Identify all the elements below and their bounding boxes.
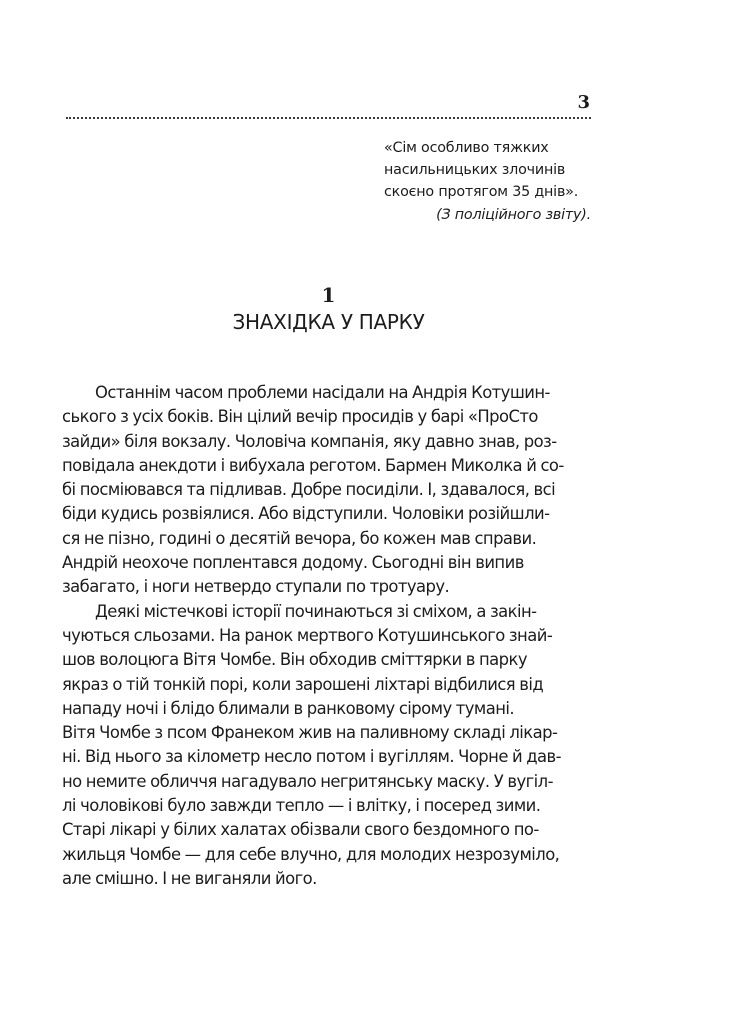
text-line: Деякі містечкові історії починаються зі сміхом, а закін- xyxy=(95,601,537,621)
header-dotted-rule xyxy=(66,117,591,119)
epigraph-source: (З поліційного звіту). xyxy=(436,207,591,223)
paragraph-2 xyxy=(62,600,602,892)
text-line: забагато, і ноги нетвердо ступали по тротуару. xyxy=(62,577,450,597)
text-line: біди кудись розвіялися. Або відступили. Чоловіки розійшли- xyxy=(62,504,550,524)
text-line: бі посміювався та підливав. Добре посиділи. І, здавалося, всі xyxy=(62,480,556,500)
chapter-title: ЗНАХІДКА У ПАРКУ xyxy=(232,310,425,334)
text-line: Андрій неохоче поплентався додому. Сьогодні він випив xyxy=(62,553,524,573)
text-line: ся не пізно, годині о десятій вечора, бо кожен мав справи. xyxy=(62,528,537,548)
text-line: зайди» біля вокзалу. Чоловіча компанія, яку давно знав, роз- xyxy=(62,431,557,451)
text-line: якраз о тій тонкій порі, коли зарошені ліхтарі відбилися від xyxy=(62,674,544,694)
text-line: Старі лікарі у білих халатах обізвали свого бездомного по- xyxy=(62,820,539,840)
text-line: Вітя Чомбе з псом Франеком жив на паливному складі лікар- xyxy=(62,723,558,743)
epigraph-line: скоєно протягом 35 днів». xyxy=(384,184,579,200)
text-line: шов волоцюга Вітя Чомбе. Він обходив сміттярки в парку xyxy=(62,650,527,670)
text-line: лі чоловікові було завжди тепло — і влітку, і посеред зими. xyxy=(62,796,541,816)
epigraph-line: «Сім особливо тяжких xyxy=(384,140,549,156)
text-line: але смішно. І не виганяли його. xyxy=(62,868,317,888)
text-line: повідала анекдоти і вибухала реготом. Бармен Миколка й со- xyxy=(62,455,564,475)
text-line: жильця Чомбе — для себе влучно, для молодих незрозуміло, xyxy=(62,844,560,864)
text-line: ського з усіх боків. Він цілий вечір просидів у барі «ПроСто xyxy=(62,407,538,427)
text-line: Останнім часом проблеми насідали на Андрія Котушин- xyxy=(95,383,550,402)
epigraph xyxy=(384,137,594,226)
chapter-number: 1 xyxy=(321,283,336,307)
page-number: 3 xyxy=(577,92,590,113)
text-line: нападу ночі і блідо блимали в ранковому сірому тумані. xyxy=(62,698,515,718)
paragraph-1 xyxy=(62,381,602,600)
text-line: ні. Від нього за кілометр несло потом і вугіллям. Чорне й дав- xyxy=(62,747,562,767)
text-line: чуються сльозами. На ранок мертвого Котушинського знай- xyxy=(62,625,553,645)
epigraph-line: насильницьких злочинів xyxy=(384,162,566,178)
text-line: но немите обличчя нагадувало негритянську маску. У вугіл- xyxy=(62,771,553,791)
chapter-body xyxy=(62,381,602,891)
